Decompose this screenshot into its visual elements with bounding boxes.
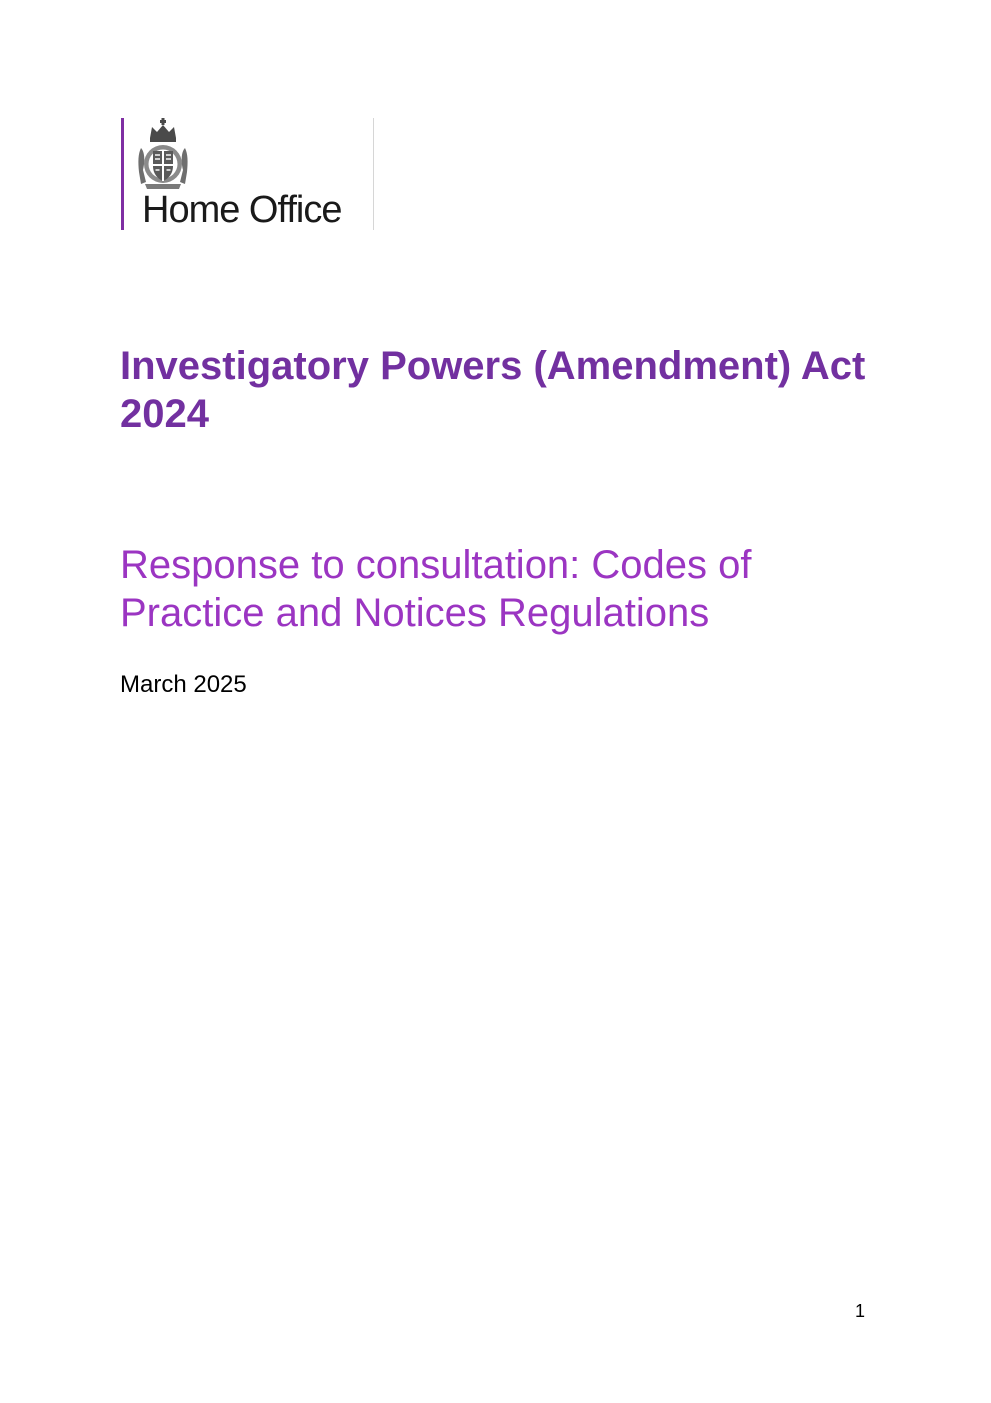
organisation-name: Home Office <box>142 189 342 231</box>
publication-date: March 2025 <box>120 671 247 698</box>
page-number: 1 <box>855 1301 866 1321</box>
logo-divider <box>373 118 374 230</box>
logo-accent-bar <box>121 118 124 230</box>
home-office-logo <box>121 118 374 230</box>
royal-coat-of-arms-icon <box>137 118 189 190</box>
document-subtitle: Response to consultation: Codes of Practice and Notices Regulations <box>120 543 752 635</box>
document-title: Investigatory Powers (Amendment) Act 2024 <box>120 344 866 436</box>
